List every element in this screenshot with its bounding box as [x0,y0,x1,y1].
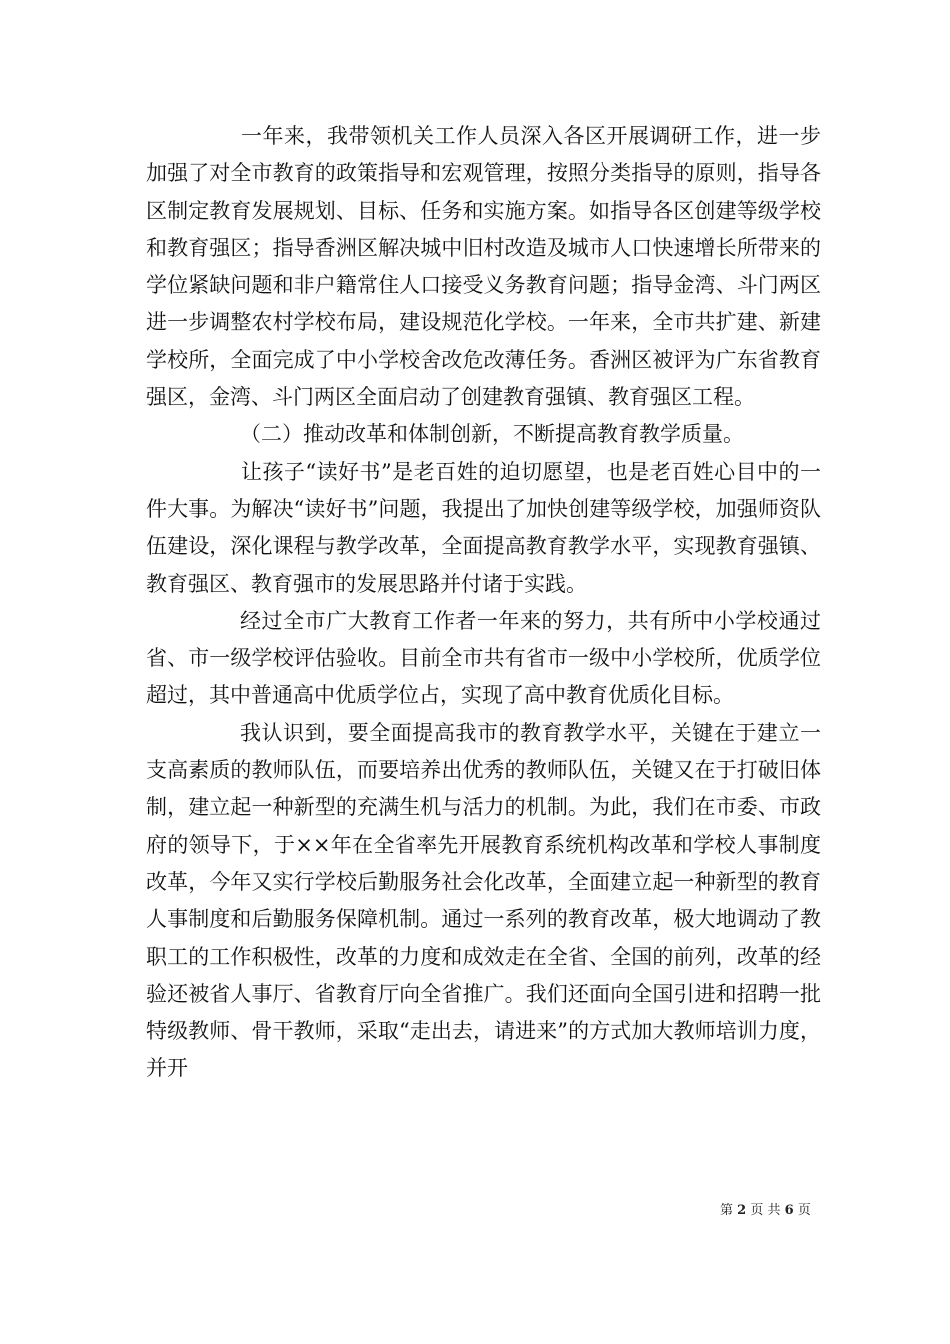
current-page-number: 2 [737,1203,747,1218]
page-number-prefix: 第 [720,1203,734,1218]
total-page-number: 6 [784,1203,794,1218]
paragraph-evaluation: 经过全市广大教育工作者一年来的努力，共有所中小学校通过省、市一级学校评估验收。目前全市共有省市一级中小学校所，优质学位超过，其中普通高中优质学位占，实现了高中教育优质化目标。 [146,608,821,708]
paragraph-reform: 我认识到，要全面提高我市的教育教学水平，关键在于建立一支高素质的教师队伍，而要培养出优秀的教师队伍，关键又在于打破旧体制，建立起一种新型的充满生机与活力的机制。为此，我们在市委、市政府的领导下，于××年在全省率先开展教育系统机构改革和学校人事制度改革，今年又实行学校后勤服务社会化改革，全面建立起一种新型的教育人事制度和后勤服务保障机制。通过一系列的教育改革，极大地调动了教职工的工作积极性，改革的力度和成效走在全省、全国的前列，改革的经验还被省人事厅、省教育厅向全省推广。我们还面向全国引进和招聘一批特级教师、骨干教师，采取“走出去，请进来”的方式加大教师培训力度，并开 [146,720,821,1081]
paragraph-research: 一年来，我带领机关工作人员深入各区开展调研工作，进一步加强了对全市教育的政策指导和宏观管理，按照分类指导的原则，指导各区制定教育发展规划、目标、任务和实施方案。如指导各区创建等级学校和教育强区；指导香洲区解决城中旧村改造及城市人口快速增长所带来的学位紧缺问题和非户籍常住人口接受义务教育问题；指导金湾、斗门两区进一步调整农村学校布局，建设规范化学校。一年来，全市共扩建、新建学校所，全面完成了中小学校舍改危改薄任务。香洲区被评为广东省教育强区，金湾、斗门两区全面启动了创建教育强镇、教育强区工程。 [146,124,821,410]
page-number-suffix: 页 [797,1203,811,1218]
section-heading: （二）推动改革和体制创新，不断提高教育教学质量。 [240,422,744,447]
page-number-middle: 页 共 [750,1203,781,1218]
paragraph-good-education: 让孩子“读好书”是老百姓的迫切愿望，也是老百姓心目中的一件大事。为解决“读好书”问题，我提出了加快创建等级学校，加强师资队伍建设，深化课程与教学改革，全面提高教育教学水平，实现教育强镇、教育强区、教育强市的发展思路并付诸于实践。 [146,459,821,596]
document-body [146,118,821,1088]
page-number [720,1202,811,1220]
